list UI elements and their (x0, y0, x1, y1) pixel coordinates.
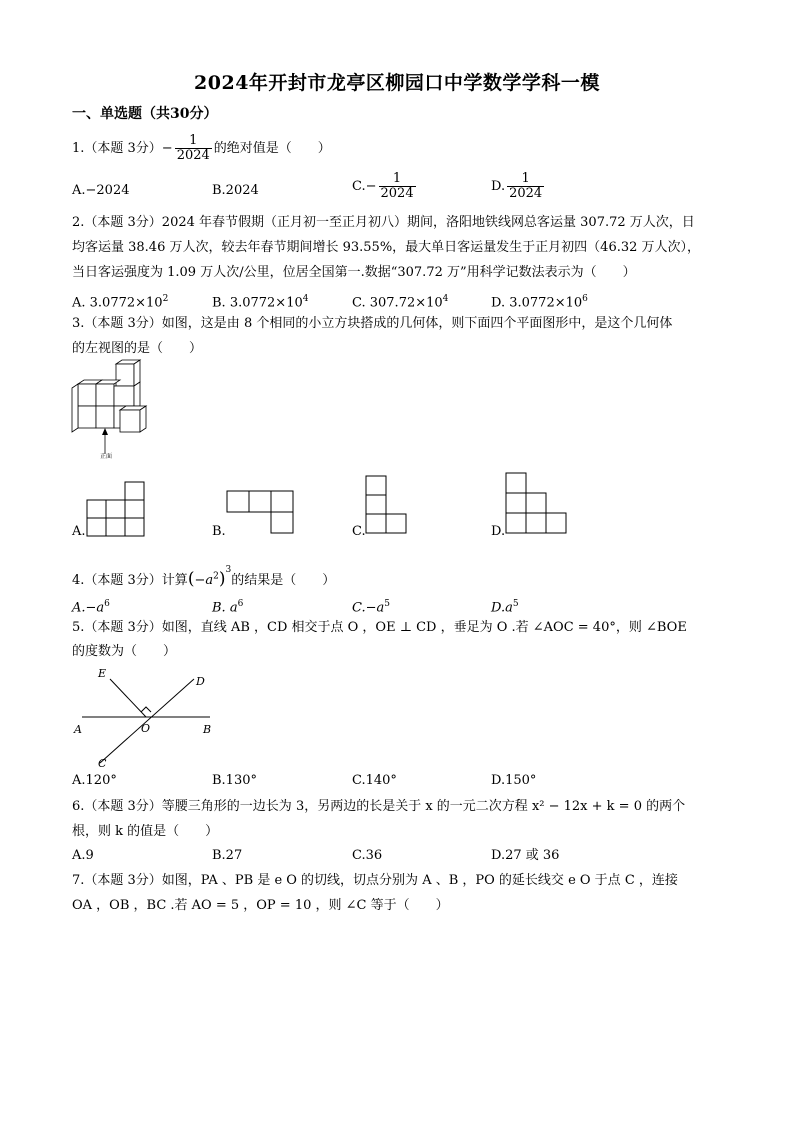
option-text: C.−a (352, 600, 385, 616)
question-5-option-c: C.140° (352, 773, 397, 788)
option-text: A. 3.0772×10 (72, 295, 163, 311)
cube-solid-figure (70, 360, 160, 465)
expression-base: −a (194, 573, 214, 588)
fraction-numerator: 1 (189, 133, 198, 148)
question-6-option-c: C.36 (352, 848, 383, 863)
option-text: C. 307.72×10 (352, 295, 443, 311)
angle-diagram (70, 663, 220, 773)
question-5-option-d: D.150° (491, 773, 537, 788)
fraction-denominator: 2024 (380, 186, 414, 201)
label-d: D (196, 675, 205, 688)
section-heading: 一、单选题（共30分） (72, 106, 218, 122)
question-3-option-d-label: D. (491, 524, 506, 539)
inner-exponent: 2 (213, 571, 219, 582)
option-exponent: 2 (162, 294, 169, 304)
question-3-option-d-figure (506, 473, 570, 535)
question-2-line-2: 均客运量 38.46 万人次，较去年春节期间增长 93.55%，最大单日客运量发生于正月初四（46.32 万人次）， (72, 240, 701, 255)
question-3-option-b-label: B. (212, 524, 226, 539)
question-6-line-2: 根，则 k 的值是（ ） (72, 824, 219, 839)
question-1-option-b: B.2024 (212, 183, 259, 198)
question-4-option-a (72, 596, 110, 616)
question-5-option-b: B.130° (212, 773, 257, 788)
question-1-prefix: 1.（本题 3分）− (72, 141, 173, 156)
label-e: E (98, 667, 107, 680)
label-a: A (74, 723, 82, 736)
question-6-option-b: B.27 (212, 848, 243, 863)
question-2-option-b (212, 291, 308, 311)
question-4-prefix: 4.（本题 3分）计算 (72, 573, 188, 588)
option-exponent: 4 (442, 294, 449, 304)
fraction-denominator: 2024 (176, 148, 210, 163)
fraction-numerator: 1 (392, 171, 402, 186)
question-5-option-a: A.120° (72, 773, 117, 788)
fraction-numerator: 1 (521, 171, 530, 186)
question-7-line-2: OA ，OB ，BC .若 AO = 5 ，OP = 10 ，则 ∠C 等于（ ） (72, 898, 449, 913)
question-1-stem (72, 134, 331, 163)
question-3-option-a-figure (87, 481, 147, 537)
option-exponent: 6 (104, 599, 110, 609)
question-2-option-c (352, 291, 448, 311)
question-5-line-1: 5.（本题 3分）如图，直线 AB ，CD 相交于点 O ，OE ⊥ CD ，垂足为 O .若 ∠AOC = 40°，则 ∠BOE (72, 620, 687, 635)
question-3-option-a-label: A. (72, 524, 86, 539)
option-text: D.a (491, 600, 513, 616)
question-3-line-1: 3.（本题 3分）如图，这是由 8 个相同的小立方块搭成的几何体，则下面四个平面图形中，是这个几何体 (72, 316, 673, 331)
question-3-option-c-label: C. (352, 524, 366, 539)
question-3-line-2: 的左视图的是（ ） (72, 341, 203, 356)
question-1-fraction (175, 134, 212, 163)
question-4-option-d (491, 596, 519, 616)
option-text: B. 3.0772×10 (212, 295, 303, 311)
option-c-fraction (379, 172, 416, 201)
right-paren: ) (218, 569, 226, 589)
option-text: B. a (212, 600, 238, 616)
option-d-fraction (507, 172, 544, 201)
question-2-option-d (491, 291, 588, 311)
question-6-line-1: 6.（本题 3分）等腰三角形的一边长为 3，另两边的长是关于 x 的一元二次方程 x² − 12x + k = 0 的两个 (72, 799, 686, 814)
left-paren: ( (187, 569, 195, 589)
front-label: 正面 (100, 453, 113, 460)
question-5-line-2: 的度数为（ ） (72, 644, 177, 659)
question-6-option-d: D.27 或 36 (491, 848, 560, 863)
question-7-line-1: 7.（本题 3分）如图，PA 、PB 是 e O 的切线，切点分别为 A 、B ，PO 的延长线交 e O 于点 C ，连接 (72, 873, 678, 888)
question-2-option-a (72, 291, 168, 311)
label-o: O (141, 722, 151, 735)
option-exponent: 4 (302, 294, 309, 304)
option-exponent: 5 (512, 599, 519, 609)
option-exponent: 5 (384, 599, 390, 609)
question-2-line-3: 当日客运强度为 1.09 万人次/公里，位居全国第一.数据“307.72 万”用科学记数法表示为（ ） (72, 265, 636, 280)
question-6-option-a: A.9 (72, 848, 94, 863)
question-1-option-d (491, 172, 546, 201)
label-c: C (98, 757, 107, 770)
question-1-option-a: A.−2024 (72, 183, 130, 198)
question-4-stem (72, 562, 335, 589)
option-exponent: 6 (237, 599, 244, 609)
label-b: B (203, 723, 212, 736)
option-exponent: 6 (582, 294, 588, 304)
option-c-prefix: C.− (352, 179, 377, 194)
question-3-option-b-figure (227, 491, 297, 537)
outer-exponent: 3 (225, 565, 232, 575)
question-2-line-1: 2.（本题 3分）2024 年春节假期（正月初一至正月初八）期间，洛阳地铁线网总客运量 307.72 万人次，日 (72, 215, 695, 230)
page-title: 2024年开封市龙亭区柳园口中学数学学科一模 (194, 72, 600, 94)
question-3-option-c-figure (366, 476, 408, 536)
question-4-option-b (212, 596, 243, 616)
fraction-denominator: 2024 (509, 186, 543, 201)
option-d-prefix: D. (491, 179, 506, 194)
question-4-suffix: 的结果是（ ） (231, 573, 336, 588)
option-text: D. 3.0772×10 (491, 295, 583, 311)
question-1-suffix: 的绝对值是（ ） (213, 141, 331, 156)
option-text: A.−a (72, 600, 105, 616)
question-4-option-c (352, 596, 390, 616)
question-1-option-c (352, 172, 418, 201)
